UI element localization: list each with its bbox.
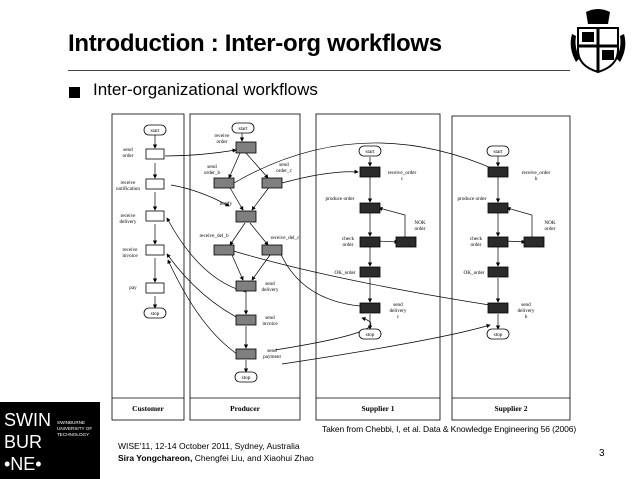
lane-label-producer: Producer: [230, 404, 260, 413]
svg-text:send: send: [393, 302, 403, 308]
svg-text:check: check: [469, 236, 483, 242]
svg-text:send: send: [265, 315, 275, 321]
svg-text:delivery: delivery: [261, 287, 279, 293]
svg-text:NOK: NOK: [414, 220, 426, 226]
svg-text:send: send: [265, 281, 275, 287]
svg-text:send: send: [123, 147, 133, 153]
footer: [118, 440, 314, 464]
svg-text:pay: pay: [129, 285, 137, 291]
svg-text:order: order: [414, 226, 426, 232]
svg-text:TECHNOLOGY: TECHNOLOGY: [57, 432, 90, 437]
svg-text:start: start: [493, 149, 503, 155]
svg-text:invoice: invoice: [122, 253, 138, 259]
svg-text:start: start: [150, 128, 160, 134]
lane-label-supplier1: Supplier 1: [361, 404, 395, 413]
svg-text:send: send: [207, 164, 217, 170]
svg-text:order: order: [216, 139, 228, 145]
footer-authors: Sira Yongchareon, Chengfei Liu, and Xiaohui Zhao: [118, 453, 314, 463]
footer-conference: WISE'11, 12-14 October 2011, Sydney, Australia: [118, 441, 300, 451]
svg-text:b: b: [524, 314, 528, 320]
lane-label-supplier2: Supplier 2: [494, 404, 528, 413]
svg-text:BUR: BUR: [4, 432, 43, 452]
svg-text:order: order: [470, 242, 482, 248]
slide-title: Introduction : Inter-org workflows: [68, 30, 442, 57]
lane-label-customer: Customer: [132, 404, 164, 413]
svg-text:order_c: order_c: [276, 168, 292, 174]
svg-text:SWINBURNE: SWINBURNE: [57, 420, 86, 425]
svg-text:invoice: invoice: [262, 321, 278, 327]
page-number: 3: [599, 448, 605, 459]
svg-text:UNIVERSITY OF: UNIVERSITY OF: [57, 426, 93, 431]
svg-text:receive_del_c: receive_del_c: [270, 235, 300, 241]
swinburne-logo: [0, 402, 100, 479]
svg-text:notification: notification: [116, 186, 140, 192]
svg-text:receive: receive: [120, 180, 136, 186]
svg-text:delivery: delivery: [119, 219, 137, 225]
svg-text:produce order: produce order: [457, 196, 487, 202]
svg-text:order: order: [342, 242, 354, 248]
svg-text:start: start: [238, 126, 248, 132]
figure-caption: Taken from Chebbi, I, et al. Data & Knowledge Engineering 56 (2006): [322, 424, 577, 434]
bullet-text: Inter-organizational workflows: [93, 80, 318, 99]
svg-text:send: send: [279, 162, 289, 168]
customer-lane: [112, 114, 184, 420]
svg-text:order: order: [122, 153, 134, 159]
svg-text:notify: notify: [219, 201, 233, 207]
svg-text:NOK: NOK: [544, 220, 556, 226]
svg-text:delivery: delivery: [517, 308, 535, 314]
svg-text:send: send: [267, 348, 277, 354]
svg-text:receive: receive: [120, 213, 136, 219]
svg-text:stop: stop: [241, 375, 251, 381]
svg-text:stop: stop: [150, 311, 160, 317]
svg-text:c: c: [400, 176, 404, 182]
svg-text:SWIN: SWIN: [4, 410, 51, 430]
svg-text:receive_del_b: receive_del_b: [199, 233, 229, 239]
svg-text:•NE•: •NE•: [4, 454, 42, 474]
svg-text:b: b: [534, 176, 538, 182]
svg-text:stop: stop: [493, 332, 503, 338]
svg-text:payment: payment: [263, 354, 281, 360]
svg-text:receive: receive: [214, 133, 230, 139]
svg-text:receive_order: receive_order: [387, 170, 417, 176]
svg-text:receive_order: receive_order: [521, 170, 551, 176]
svg-text:start: start: [365, 149, 375, 155]
svg-text:stop: stop: [365, 332, 375, 338]
svg-text:OK_order: OK_order: [463, 270, 485, 276]
svg-text:send: send: [521, 302, 531, 308]
svg-text:check: check: [341, 236, 355, 242]
supplier2-lane: [452, 116, 570, 420]
svg-text:receive: receive: [122, 247, 138, 253]
svg-text:order_b: order_b: [203, 170, 221, 176]
svg-text:c: c: [396, 314, 400, 320]
svg-text:order: order: [544, 226, 556, 232]
svg-text:produce order: produce order: [325, 196, 355, 202]
svg-text:delivery: delivery: [389, 308, 407, 314]
svg-text:OK_order: OK_order: [334, 270, 356, 276]
